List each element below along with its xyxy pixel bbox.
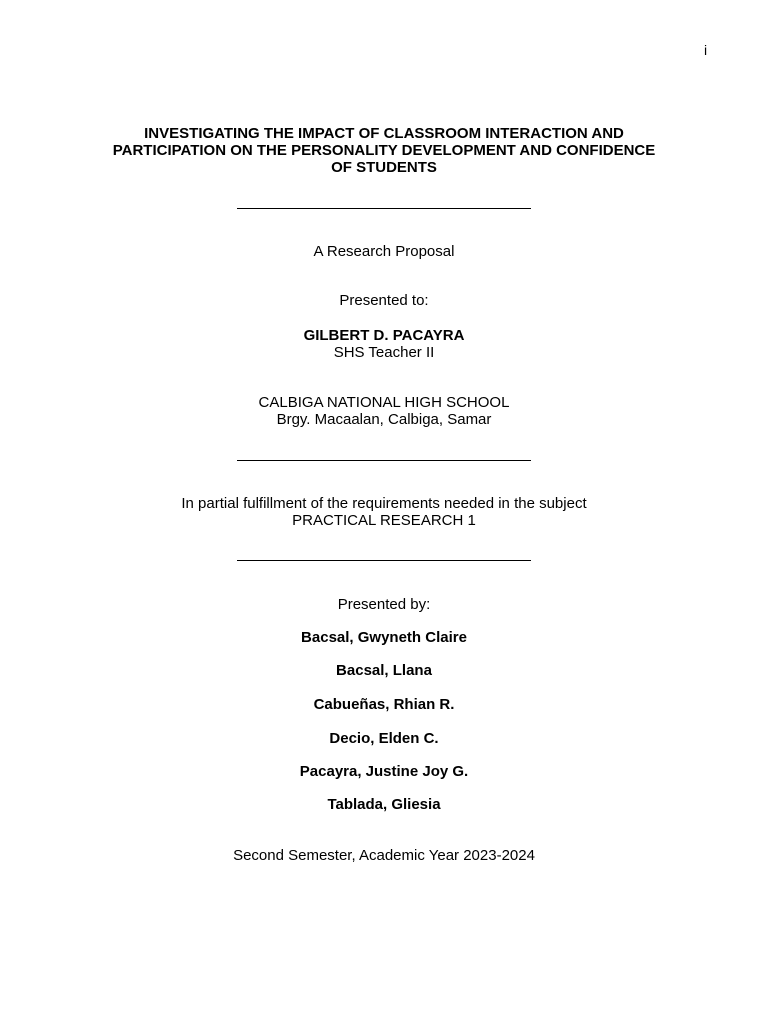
document-title [0,125,768,176]
page-number: i [704,42,708,58]
author-name: Decio, Elden C. [329,730,439,747]
author-name: Bacsal, Llana [336,662,432,679]
fulfillment-text: In partial fulfillment of the requirements needed in the subject [181,495,587,512]
title-line-3: OF STUDENTS [331,159,437,176]
divider-line-2 [237,460,531,461]
author-name: Cabueñas, Rhian R. [313,696,455,713]
academic-semester: Second Semester, Academic Year 2023-2024 [233,847,535,864]
school-address: Brgy. Macaalan, Calbiga, Samar [276,411,492,428]
title-line-1: INVESTIGATING THE IMPACT OF CLASSROOM INTERACTION AND [144,125,624,142]
divider-line-1 [237,208,531,209]
presented-by-label: Presented by: [337,596,431,613]
author-name: Pacayra, Justine Joy G. [299,763,469,780]
document-type: A Research Proposal [313,243,455,260]
author-name: Bacsal, Gwyneth Claire [301,629,467,646]
school-name: CALBIGA NATIONAL HIGH SCHOOL [258,394,510,411]
recipient-position: SHS Teacher II [333,344,435,361]
recipient-name: GILBERT D. PACAYRA [303,327,465,344]
author-name: Tablada, Gliesia [327,796,441,813]
presented-to-label: Presented to: [339,292,429,309]
divider-line-3 [237,560,531,561]
title-line-2: PARTICIPATION ON THE PERSONALITY DEVELOPMENT AND CONFIDENCE [112,142,656,159]
subject-name: PRACTICAL RESEARCH 1 [292,512,476,529]
